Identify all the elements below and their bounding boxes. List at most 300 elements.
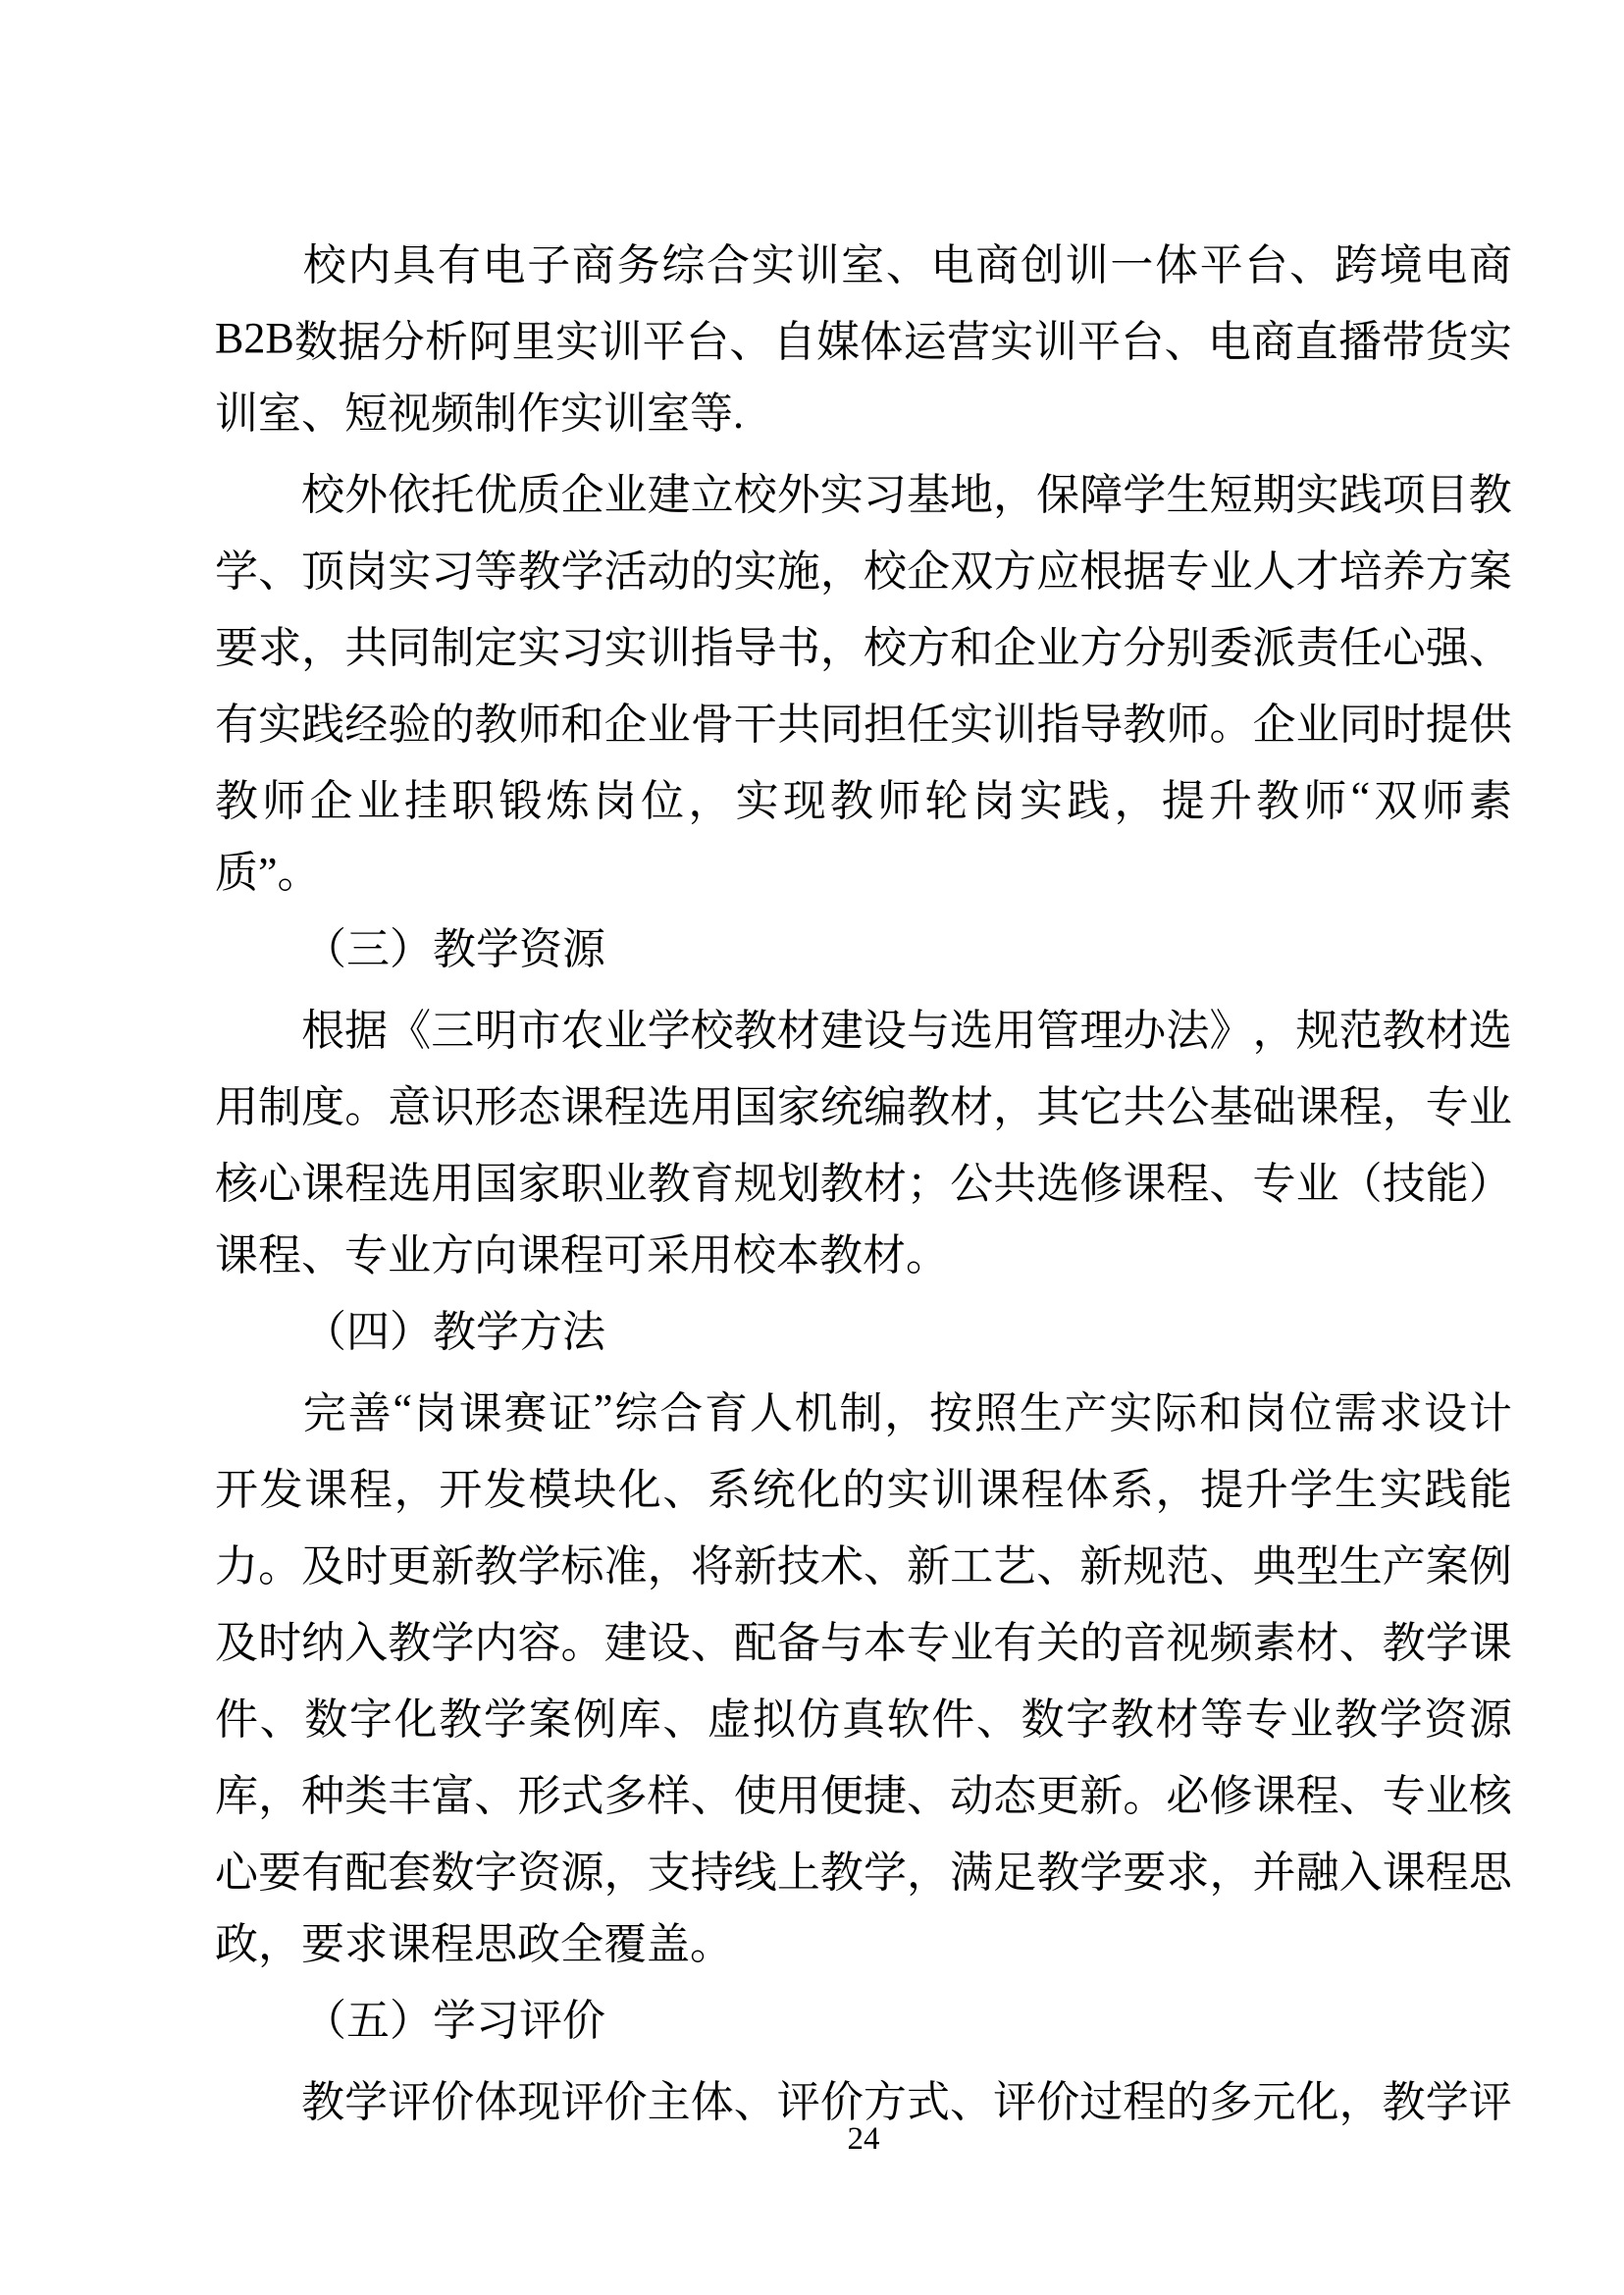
char-token: 才 (1295, 548, 1339, 596)
char-token: 按 (929, 1389, 973, 1437)
char-token: 生 (1019, 1389, 1063, 1437)
char-token: 其 (1036, 1083, 1080, 1131)
char-token: 计 (1468, 1389, 1512, 1437)
char-token: 《 (388, 1007, 432, 1055)
char-token: 业 (603, 1160, 648, 1208)
char-token: 入 (1338, 1849, 1383, 1897)
text-line (215, 1371, 1512, 1447)
char-token: 职 (451, 777, 496, 825)
char-token: 型 (1295, 1542, 1339, 1591)
section-heading: （五）学习评价 (303, 1997, 605, 2045)
char-token: ， (393, 1466, 438, 1514)
char-token: 程 (1021, 1466, 1065, 1514)
char-token: 实 (1019, 777, 1063, 825)
char-token: 。 (1123, 1772, 1167, 1820)
char-token: 新 (1079, 1542, 1124, 1591)
char-token: 双 (1374, 777, 1418, 825)
char-token: 根 (301, 1007, 345, 1055)
char-token: 骨 (690, 701, 734, 749)
char-token: 践 (301, 701, 345, 749)
char-token: 关 (1036, 1619, 1080, 1667)
char-token: 媒 (815, 318, 860, 366)
char-token: 货 (1425, 318, 1469, 366)
char-token: 制 (431, 624, 475, 672)
char-token: 课 (304, 1466, 348, 1514)
char-token: 评 (993, 2078, 1037, 2126)
char-token: 元 (1252, 2078, 1296, 2126)
char-token: 、 (733, 2078, 777, 2126)
char-token: 备 (776, 1619, 820, 1667)
char-token: 心 (1382, 624, 1426, 672)
char-token: 规 (1123, 1542, 1167, 1591)
char-token: 实 (603, 624, 648, 672)
char-token: 、 (1036, 1542, 1080, 1591)
char-token: 境 (1379, 241, 1423, 289)
char-token: 发 (259, 1466, 303, 1514)
char-token: 学 (1079, 1849, 1124, 1897)
char-token: 短 (1209, 471, 1253, 519)
char-token: 训 (599, 318, 643, 366)
char-token: 程 (1123, 2078, 1167, 2126)
char-token: 业 (1295, 1160, 1339, 1208)
char-token: 修 (1079, 1160, 1124, 1208)
char-token: 电 (482, 241, 526, 289)
char-token: 样 (647, 1772, 691, 1820)
char-token: 材 (776, 1007, 820, 1055)
char-token: 创 (1020, 241, 1064, 289)
char-token: 纳 (301, 1619, 345, 1667)
char-token: 课 (1382, 1849, 1426, 1897)
char-token: 立 (690, 471, 734, 519)
char-token: 用 (690, 1083, 734, 1131)
char-token: 国 (474, 1160, 518, 1208)
char-token: B2B (215, 313, 294, 362)
char-token: 企 (603, 701, 648, 749)
char-token: 和 (560, 701, 604, 749)
char-token: 制 (839, 1389, 883, 1437)
char-token: 实 (388, 548, 432, 596)
char-token: 训 (647, 624, 691, 672)
char-token: 教 (1256, 777, 1300, 825)
char-token: 商 (1251, 318, 1295, 366)
char-token: 、 (662, 1695, 707, 1744)
char-token: 入 (344, 1619, 389, 1667)
char-token: 字 (348, 1695, 393, 1744)
char-token: 动 (647, 548, 691, 596)
char-token: 用 (431, 1160, 475, 1208)
text-line (215, 758, 1512, 835)
char-token: 现 (782, 777, 826, 825)
char-token: 它 (1079, 1083, 1124, 1131)
char-token: 准 (603, 1542, 648, 1591)
char-token: 业 (1036, 624, 1080, 672)
char-token: 培 (1338, 548, 1383, 596)
char-token: ， (301, 624, 345, 672)
char-token: 评 (560, 2078, 604, 2126)
char-token: 师 (1303, 777, 1347, 825)
char-token: 、 (907, 1772, 950, 1820)
char-token: 》 (1209, 1007, 1253, 1055)
char-token: ， (1382, 1083, 1426, 1131)
char-token: 、 (258, 548, 302, 596)
char-token: 教 (517, 548, 561, 596)
char-token: 业 (356, 777, 400, 825)
char-token: 营 (946, 318, 990, 366)
char-token: 锻 (498, 777, 543, 825)
char-token: 教 (830, 777, 874, 825)
char-token: 教 (1468, 471, 1512, 519)
char-token: 综 (661, 241, 706, 289)
char-token: 、 (474, 1772, 518, 1820)
char-token: 专 (907, 1619, 950, 1667)
char-token: 技 (776, 1542, 820, 1591)
char-token: 核 (1468, 1772, 1512, 1820)
char-token: 案 (1425, 1542, 1469, 1591)
page-number: 24 (847, 2121, 880, 2157)
char-token: 有 (437, 241, 481, 289)
char-token: ， (993, 471, 1037, 519)
char-token: 持 (690, 1849, 734, 1897)
char-token: 教 (439, 1695, 483, 1744)
char-token: 虚 (707, 1695, 752, 1744)
char-token: 材 (1295, 1619, 1339, 1667)
char-token: 电 (930, 241, 974, 289)
char-token: 设 (863, 1007, 907, 1055)
char-token: 评 (776, 2078, 820, 2126)
char-token: 的 (841, 1466, 885, 1514)
char-token: 体 (474, 2078, 518, 2126)
char-token: 位 (641, 777, 685, 825)
char-token: 双 (950, 548, 994, 596)
char-token: 同 (819, 701, 864, 749)
char-token: 企 (1252, 701, 1296, 749)
char-token: 选 (950, 1007, 993, 1055)
char-token: 式 (560, 1772, 604, 1820)
char-token: 制 (258, 1083, 302, 1131)
text-line (215, 1141, 1512, 1218)
char-token: 业 (1468, 1083, 1512, 1131)
char-token: 价 (603, 2078, 648, 2126)
char-token: 导 (1079, 701, 1124, 749)
char-token: 能 (1468, 1466, 1512, 1514)
char-token: 实 (735, 777, 779, 825)
char-token: 证 (549, 1389, 593, 1437)
char-token: 基 (906, 471, 950, 519)
char-token: 施 (776, 548, 820, 596)
char-token: ， (1114, 777, 1158, 825)
char-token: 室 (841, 241, 885, 289)
char-token: 等 (1200, 1695, 1244, 1744)
char-token: 态 (993, 1772, 1037, 1820)
char-token: 教 (819, 1849, 864, 1897)
char-token: 系 (707, 1466, 752, 1514)
char-token: 捷 (863, 1772, 907, 1820)
char-token: 时 (1382, 701, 1426, 749)
text-line (215, 1677, 1512, 1753)
char-token: 教 (1110, 1695, 1154, 1744)
char-token: 材 (863, 1160, 907, 1208)
char-token: 办 (1123, 1007, 1167, 1055)
char-token: 件 (215, 1695, 258, 1744)
char-token: 校 (301, 471, 345, 519)
char-token: 、 (1164, 318, 1208, 366)
char-token: 新 (907, 1542, 950, 1591)
char-token: 划 (776, 1160, 820, 1208)
char-token: 新 (733, 1542, 777, 1591)
char-token: 块 (573, 1466, 617, 1514)
char-token: 实 (1379, 1466, 1423, 1514)
char-token: 课 (1252, 1772, 1296, 1820)
char-token: 经 (344, 701, 389, 749)
char-token: 实 (258, 701, 302, 749)
char-token: 岗 (593, 777, 637, 825)
char-token: 自 (772, 318, 816, 366)
char-token: 校 (863, 624, 907, 672)
char-token: 师 (1166, 701, 1210, 749)
char-token: “ (1350, 772, 1371, 821)
char-token: 现 (517, 2078, 561, 2126)
char-token: 、 (259, 1695, 303, 1744)
char-token: 的 (431, 701, 475, 749)
char-token: 套 (388, 1849, 432, 1897)
char-token: 企 (907, 548, 950, 596)
char-token: 业 (1289, 1695, 1334, 1744)
char-token: 程 (1425, 1849, 1469, 1897)
char-token: 人 (749, 1389, 793, 1437)
char-token: 材 (1425, 1007, 1469, 1055)
char-token: 方 (1425, 548, 1469, 596)
char-token: 善 (347, 1389, 392, 1437)
char-token: 台 (1244, 241, 1288, 289)
char-token: 强 (1425, 624, 1469, 672)
char-token: 平 (1076, 318, 1121, 366)
char-token: 教 (1123, 701, 1167, 749)
text-line (215, 299, 1512, 376)
char-token: 学 (517, 1542, 561, 1591)
text-line: 质”。 (215, 849, 321, 897)
char-token: ， (1209, 1849, 1253, 1897)
char-token: 学 (215, 548, 258, 596)
char-token: 案 (528, 1695, 572, 1744)
char-token: 业 (1295, 701, 1339, 749)
char-token: 化 (393, 1695, 438, 1744)
char-token: 习 (431, 548, 475, 596)
char-token: 课 (458, 1389, 502, 1437)
char-token: “ (393, 1384, 412, 1434)
text-block (215, 223, 1512, 2136)
char-token: 岗 (344, 548, 389, 596)
char-token: 分 (1123, 624, 1167, 672)
char-token: 、 (950, 2078, 993, 2126)
char-token: 配 (733, 1619, 777, 1667)
char-token: 库 (617, 1695, 661, 1744)
char-token: 分 (381, 318, 425, 366)
char-token: 度 (301, 1083, 345, 1131)
char-token: 教 (215, 777, 258, 825)
char-token: 源 (560, 1849, 604, 1897)
char-token: 和 (950, 624, 994, 672)
char-token: 价 (431, 2078, 475, 2126)
char-token: 学 (1123, 471, 1167, 519)
char-token: 拟 (752, 1695, 796, 1744)
char-token: 数 (304, 1695, 348, 1744)
char-token: 教 (388, 1619, 432, 1667)
char-token: 程 (1295, 1772, 1339, 1820)
char-token: 教 (474, 1542, 518, 1591)
char-token: 础 (1252, 1083, 1296, 1131)
char-token: 课 (1295, 1083, 1339, 1131)
char-token: 析 (425, 318, 469, 366)
char-token: 训 (796, 241, 840, 289)
char-token: 师 (262, 777, 306, 825)
char-token: 同 (388, 624, 432, 672)
char-token: 选 (388, 1160, 432, 1208)
char-token: 选 (1468, 1007, 1512, 1055)
char-token: 、 (662, 1466, 707, 1514)
char-token: 程 (348, 1466, 393, 1514)
char-token: 材 (1155, 1695, 1199, 1744)
char-token: 教 (1335, 1695, 1379, 1744)
char-token: ， (603, 1849, 648, 1897)
char-token: 保 (1036, 471, 1080, 519)
char-token: 支 (647, 1849, 691, 1897)
text-line (215, 529, 1512, 605)
char-token: 与 (906, 1007, 950, 1055)
char-token: 校 (302, 241, 346, 289)
char-token: 践 (1424, 1466, 1468, 1514)
text-line: 训室、短视频制作实训室等. (215, 390, 744, 438)
char-token: 实 (990, 318, 1034, 366)
char-token: 内 (474, 1619, 518, 1667)
char-token: 运 (903, 318, 947, 366)
char-token: 化 (797, 1466, 841, 1514)
char-token: 视 (1166, 1619, 1210, 1667)
char-token: 评 (388, 2078, 432, 2126)
char-token: 公 (950, 1160, 994, 1208)
char-token: 业 (1209, 548, 1253, 596)
char-token: 技 (1382, 1160, 1426, 1208)
char-token: 职 (560, 1160, 604, 1208)
char-token: 提 (1200, 1466, 1244, 1514)
char-token: 共 (344, 624, 389, 672)
char-token: 导 (733, 624, 777, 672)
char-token: 程 (603, 1083, 648, 1131)
char-token: 范 (1338, 1007, 1383, 1055)
char-token: ， (1338, 2078, 1383, 2126)
char-token: 课 (560, 1083, 604, 1131)
char-token: 机 (794, 1389, 838, 1437)
char-token: 程 (1166, 1160, 1210, 1208)
char-token: 炼 (546, 777, 590, 825)
char-token: 种 (301, 1772, 345, 1820)
char-token: 商 (571, 241, 615, 289)
char-token: 同 (1338, 701, 1383, 749)
char-token: 学 (431, 1619, 475, 1667)
char-token: 实 (1109, 1389, 1153, 1437)
char-token: 统 (819, 1083, 864, 1131)
char-token: 生 (1338, 1542, 1383, 1591)
char-token: 及 (301, 1542, 345, 1591)
char-token: 提 (1161, 777, 1205, 825)
char-token: 、 (975, 1695, 1020, 1744)
char-token: 价 (1036, 2078, 1080, 2126)
char-token: 课 (301, 1160, 345, 1208)
char-token: 识 (431, 1083, 475, 1131)
char-token: 模 (528, 1466, 572, 1514)
char-token: 基 (1209, 1083, 1253, 1131)
char-token: 需 (1334, 1389, 1378, 1437)
char-token: 建 (603, 1619, 648, 1667)
char-token: 学 (483, 1695, 527, 1744)
char-token: 并 (1252, 1849, 1296, 1897)
text-line: 政，要求课程思政全覆盖。 (215, 1920, 733, 1968)
char-token: 学 (647, 1007, 691, 1055)
char-token: 建 (819, 1007, 864, 1055)
char-token: 、 (885, 241, 929, 289)
char-token: 践 (1067, 777, 1111, 825)
char-token: 及 (215, 1619, 258, 1667)
char-token: 供 (1468, 701, 1512, 749)
text-line (215, 452, 1512, 529)
char-token: 的 (690, 548, 734, 596)
char-token: 选 (1036, 1160, 1080, 1208)
char-token: 时 (258, 1619, 302, 1667)
char-token: 上 (776, 1849, 820, 1897)
char-token: ， (884, 1389, 928, 1437)
char-token: 师 (877, 777, 921, 825)
text-line (215, 1065, 1512, 1141)
char-token: 岗 (971, 777, 1016, 825)
char-token: 师 (517, 701, 561, 749)
char-token: ） (1468, 1160, 1512, 1208)
char-token: 地 (950, 471, 993, 519)
char-token: 岗 (1243, 1389, 1287, 1437)
char-token: 求 (258, 624, 302, 672)
char-token: 学 (863, 1849, 907, 1897)
char-token: ， (819, 624, 864, 672)
char-token: 提 (1425, 701, 1469, 749)
char-token: ， (819, 548, 864, 596)
char-token: 企 (309, 777, 353, 825)
char-token: 实 (517, 624, 561, 672)
char-token: 、 (1338, 1619, 1383, 1667)
char-token: 业 (603, 471, 648, 519)
char-token: ” (594, 1384, 613, 1434)
char-token: 核 (215, 1160, 258, 1208)
char-token: 升 (1244, 1466, 1288, 1514)
char-token: ， (1252, 1007, 1296, 1055)
char-token: 编 (863, 1083, 907, 1131)
text-line (215, 223, 1512, 299)
char-token: 训 (1033, 318, 1077, 366)
char-token: 教 (301, 2078, 345, 2126)
char-token: 践 (1338, 471, 1383, 519)
char-token: 学 (1379, 1695, 1423, 1744)
char-token: 设 (647, 1619, 691, 1667)
char-token: 将 (690, 1542, 734, 1591)
char-token: 多 (1209, 2078, 1253, 2126)
char-token: 企 (993, 624, 1037, 672)
char-token: 产 (1064, 1389, 1108, 1437)
char-token: 数 (431, 1849, 475, 1897)
char-token: 与 (819, 1619, 864, 1667)
char-token: 、 (1209, 1542, 1253, 1591)
char-token: 业 (950, 1619, 994, 1667)
char-token: 术 (819, 1542, 864, 1591)
text-line (215, 1830, 1512, 1906)
char-token: 规 (733, 1160, 777, 1208)
char-token: 融 (1295, 1849, 1339, 1897)
